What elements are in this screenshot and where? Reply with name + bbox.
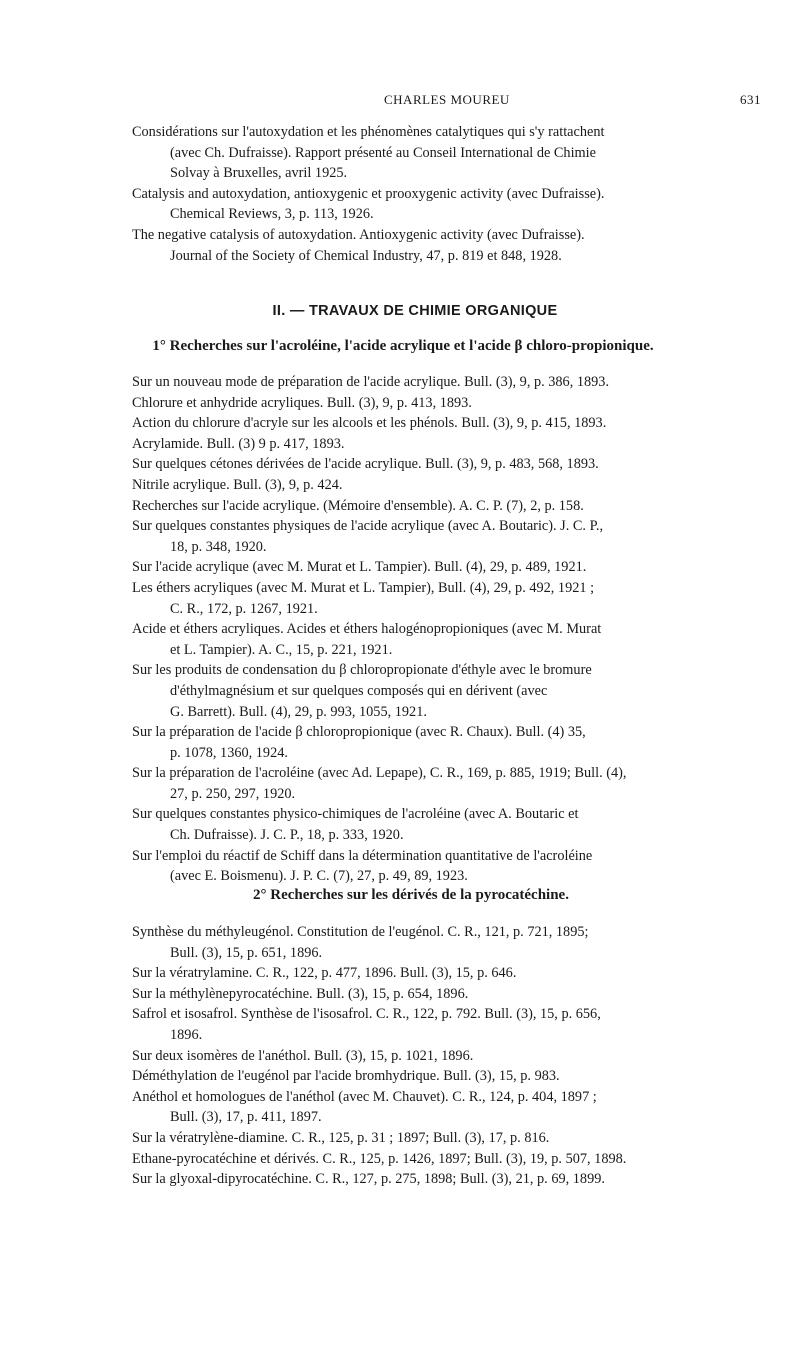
- entry-line: Action du chlorure d'acryle sur les alcools et les phénols. Bull. (3), 9, p. 415, 1893.: [132, 415, 607, 432]
- entry-line: Sur quelques cétones dérivées de l'acide acrylique. Bull. (3), 9, p. 483, 568, 1893.: [132, 456, 599, 473]
- list-item: [132, 475, 762, 496]
- list-item: [132, 722, 762, 763]
- running-head-title: CHARLES MOUREU: [384, 92, 510, 107]
- list-item: [132, 413, 762, 434]
- entry-line: Bull. (3), 15, p. 651, 1896.: [170, 944, 323, 961]
- list-item: [132, 578, 762, 619]
- entry-line: Solvay à Bruxelles, avril 1925.: [170, 165, 348, 182]
- list-item: [132, 763, 762, 804]
- list-item: [132, 122, 762, 184]
- entry-line: Sur quelques constantes physiques de l'acide acrylique (avec A. Boutaric). J. C. P.,: [132, 518, 604, 535]
- list-item: [132, 846, 762, 887]
- entry-line: Sur la méthylènepyrocatéchine. Bull. (3), 15, p. 654, 1896.: [132, 985, 469, 1002]
- entry-line: Sur l'emploi du réactif de Schiff dans la détermination quantitative de l'acroléine: [132, 847, 593, 864]
- entry-line: Sur un nouveau mode de préparation de l'acide acrylique. Bull. (3), 9, p. 386, 1893.: [132, 374, 610, 390]
- list-item: [132, 1087, 762, 1128]
- entry-line: Sur la vératrylamine. C. R., 122, p. 477, 1896. Bull. (3), 15, p. 646.: [132, 965, 517, 982]
- list-item: [132, 434, 762, 455]
- entry-line: G. Barrett). Bull. (4), 29, p. 993, 1055, 1921.: [170, 703, 427, 720]
- entry-line: (avec E. Boismenu). J. P. C. (7), 27, p. 49, 89, 1923.: [170, 868, 468, 885]
- list-item: [132, 984, 762, 1005]
- section-title: II. — TRAVAUX DE CHIMIE ORGANIQUE: [272, 303, 558, 319]
- list-item: [132, 1004, 762, 1045]
- entry-line: Journal of the Society of Chemical Industry, 47, p. 819 et 848, 1928.: [170, 247, 562, 264]
- entry-line: Sur la glyoxal-dipyrocatéchine. C. R., 127, p. 275, 1898; Bull. (3), 21, p. 69, 1899.: [132, 1171, 605, 1188]
- entry-line: Recherches sur l'acide acrylique. (Mémoire d'ensemble). A. C. P. (7), 2, p. 158.: [132, 497, 584, 514]
- list-item: [132, 963, 762, 984]
- pyrocatechin-list: [132, 922, 762, 1190]
- list-item: [132, 1128, 762, 1149]
- entry-line: Anéthol et homologues de l'anéthol (avec M. Chauvet). C. R., 124, p. 404, 1897 ;: [132, 1088, 597, 1105]
- list-item: [132, 660, 762, 722]
- entry-line: Sur la préparation de l'acide β chloropropionique (avec R. Chaux). Bull. (4) 35,: [132, 724, 586, 741]
- list-item: [132, 1066, 762, 1087]
- entry-line: Safrol et isosafrol. Synthèse de l'isosafrol. C. R., 122, p. 792. Bull. (3), 15, p. 656,: [132, 1006, 601, 1023]
- entry-line: Sur quelques constantes physico-chimiques de l'acroléine (avec A. Boutaric et: [132, 806, 579, 823]
- entry-line: C. R., 172, p. 1267, 1921.: [170, 600, 318, 617]
- entry-line: Ch. Dufraisse). J. C. P., 18, p. 333, 1920.: [170, 827, 404, 844]
- entry-line: Nitrile acrylique. Bull. (3), 9, p. 424.: [132, 476, 343, 493]
- list-item: [132, 1149, 762, 1170]
- list-item: [132, 557, 762, 578]
- list-item: [132, 496, 762, 517]
- list-item: [132, 804, 762, 845]
- list-item: [132, 1169, 762, 1190]
- subsection-heading: 1° Recherches sur l'acroléine, l'acide acrylique et l'acide β chloro-propionique.: [152, 338, 654, 354]
- entry-line: d'éthylmagnésium et sur quelques composés qui en dérivent (avec: [170, 682, 548, 699]
- entry-line: 1896.: [170, 1026, 203, 1043]
- list-item: [132, 393, 762, 414]
- list-item: [132, 225, 762, 266]
- list-item: [132, 454, 762, 475]
- entry-line: Ethane-pyrocatéchine et dérivés. C. R., 125, p. 1426, 1897; Bull. (3), 19, p. 507, 1898.: [132, 1150, 627, 1167]
- entry-line: The negative catalysis of autoxydation. Antioxygenic activity (avec Dufraisse).: [132, 226, 585, 243]
- page-number: 631: [740, 92, 761, 107]
- entry-line: 27, p. 250, 297, 1920.: [170, 785, 296, 802]
- entry-line: Bull. (3), 17, p. 411, 1897.: [170, 1109, 322, 1126]
- entry-line: Sur l'acide acrylique (avec M. Murat et L. Tampier). Bull. (4), 29, p. 489, 1921.: [132, 559, 587, 576]
- list-item: [132, 184, 762, 225]
- acrylic-list: [132, 372, 762, 887]
- entry-line: Sur la vératrylène-diamine. C. R., 125, p. 31 ; 1897; Bull. (3), 17, p. 816.: [132, 1129, 550, 1146]
- entry-line: Chlorure et anhydride acryliques. Bull. (3), 9, p. 413, 1893.: [132, 394, 472, 411]
- entry-line: Sur les produits de condensation du β chloropropionate d'éthyle avec le bromure: [132, 662, 592, 679]
- entry-line: Catalysis and autoxydation, antioxygenic et prooxygenic activity (avec Dufraisse).: [132, 185, 605, 202]
- list-item: [132, 619, 762, 660]
- running-head: [0, 92, 800, 110]
- entry-line: 18, p. 348, 1920.: [170, 538, 267, 555]
- list-item: [132, 1046, 762, 1067]
- entry-line: Déméthylation de l'eugénol par l'acide bromhydrique. Bull. (3), 15, p. 983.: [132, 1068, 560, 1085]
- entry-line: Considérations sur l'autoxydation et les phénomènes catalytiques qui s'y rattachent: [132, 124, 605, 140]
- list-item: [132, 922, 762, 963]
- entry-line: Chemical Reviews, 3, p. 113, 1926.: [170, 206, 374, 223]
- list-item: [132, 516, 762, 557]
- entry-line: (avec Ch. Dufraisse). Rapport présenté au Conseil International de Chimie: [170, 144, 596, 161]
- list-item: [132, 372, 762, 393]
- subsection-heading: 2° Recherches sur les dérivés de la pyrocatéchine.: [253, 887, 569, 903]
- entry-line: Acide et éthers acryliques. Acides et éthers halogénopropioniques (avec M. Murat: [132, 621, 602, 638]
- intro-list: [132, 122, 762, 266]
- entry-line: Acrylamide. Bull. (3) 9 p. 417, 1893.: [132, 435, 345, 452]
- entry-line: p. 1078, 1360, 1924.: [170, 744, 288, 761]
- entry-line: Sur deux isomères de l'anéthol. Bull. (3), 15, p. 1021, 1896.: [132, 1047, 474, 1064]
- entry-line: Sur la préparation de l'acroléine (avec Ad. Lepape), C. R., 169, p. 885, 1919; Bull. (4),: [132, 765, 627, 782]
- entry-line: Les éthers acryliques (avec M. Murat et L. Tampier), Bull. (4), 29, p. 492, 1921 ;: [132, 579, 595, 596]
- entry-line: et L. Tampier). A. C., 15, p. 221, 1921.: [170, 641, 393, 658]
- entry-line: Synthèse du méthyleugénol. Constitution de l'eugénol. C. R., 121, p. 721, 1895;: [132, 924, 589, 940]
